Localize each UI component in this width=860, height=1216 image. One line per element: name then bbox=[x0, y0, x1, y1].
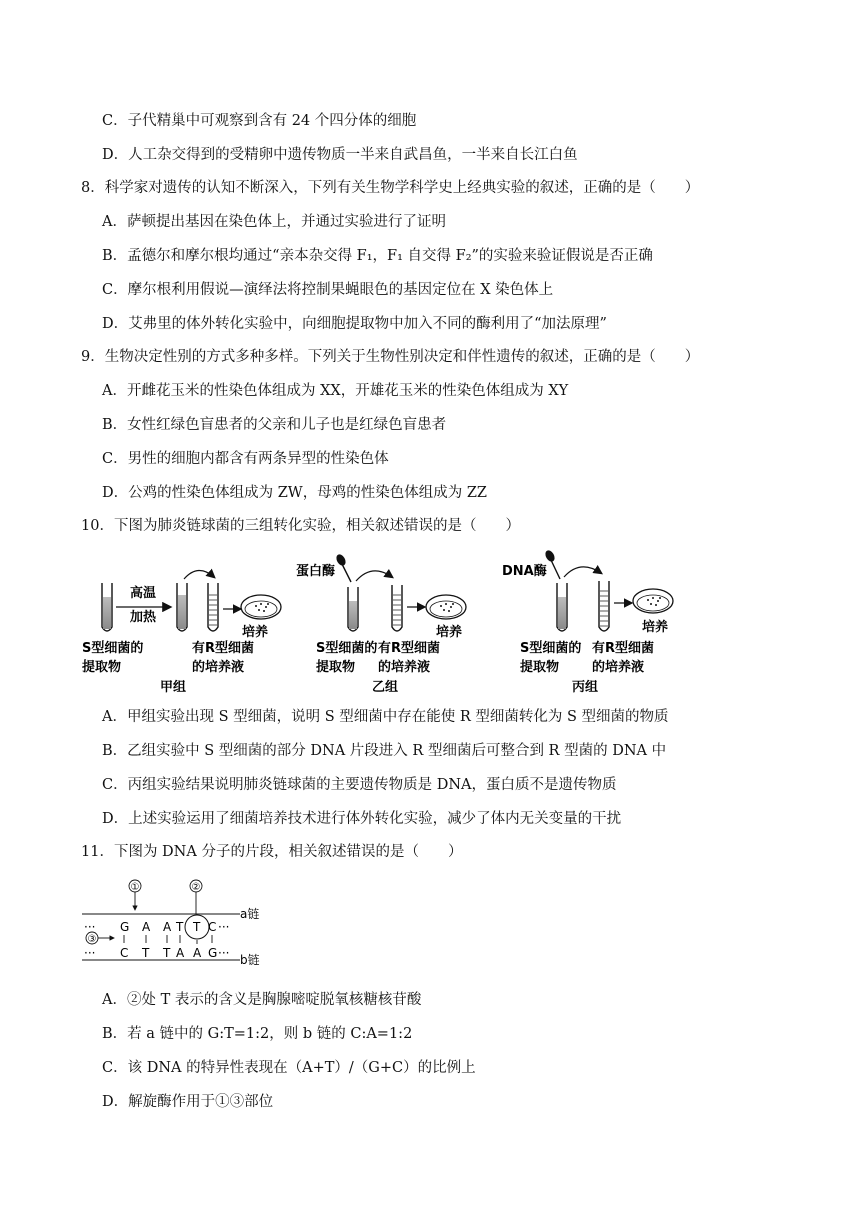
dnase-dropper bbox=[544, 549, 557, 563]
extract-label-a-1: S型细菌的 bbox=[82, 641, 144, 656]
q7-option-d: D．人工杂交得到的受精卵中遗传物质一半来自武昌鱼，一半来自长江白鱼 bbox=[102, 147, 578, 163]
petri-dish-c bbox=[633, 589, 673, 613]
group-c-label: 丙组 bbox=[572, 680, 599, 695]
extract-label-b-2: 提取物 bbox=[316, 660, 356, 675]
dna-fragment-diagram bbox=[82, 876, 282, 970]
marker-2: ② bbox=[191, 882, 201, 893]
top-base-4: T bbox=[176, 920, 184, 934]
protease-label: 蛋白酶 bbox=[296, 564, 336, 579]
q10-stem: 10．下图为肺炎链球菌的三组转化实验，相关叙述错误的是（ ） bbox=[81, 518, 520, 534]
culture-label-c: 培养 bbox=[642, 620, 669, 635]
q11-option-c: C．该 DNA 的特异性表现在（A+T）/（G+C）的比例上 bbox=[102, 1060, 476, 1076]
medium-label-a-1: 有R型细菌 bbox=[192, 641, 255, 656]
marker-3: ③ bbox=[87, 934, 97, 945]
heat-label-1: 高温 bbox=[130, 586, 157, 601]
top-base-2: A bbox=[142, 920, 151, 934]
q10-figure bbox=[80, 547, 690, 697]
extract-label-c-1: S型细菌的 bbox=[520, 641, 582, 656]
bottom-base-5: A bbox=[193, 946, 202, 960]
top-base-5: T bbox=[193, 920, 201, 934]
chain-a-label: a链 bbox=[240, 907, 260, 921]
marker-1: ① bbox=[130, 882, 140, 893]
extract-label-c-2: 提取物 bbox=[520, 660, 560, 675]
q11-stem: 11．下图为 DNA 分子的片段，相关叙述错误的是（ ） bbox=[81, 844, 463, 860]
q9-stem: 9．生物决定性别的方式多种多样。下列关于生物性别决定和伴性遗传的叙述，正确的是（ ） bbox=[81, 349, 700, 365]
group-c-panel bbox=[502, 549, 673, 695]
medium-tube-a bbox=[208, 583, 218, 631]
q8-option-d: D．艾弗里的体外转化实验中，向细胞提取物中加入不同的酶利用了“加法原理” bbox=[102, 316, 607, 332]
base-pair-bonds bbox=[124, 935, 212, 944]
bottom-base-6: G bbox=[208, 946, 218, 960]
q10-option-b: B．乙组实验中 S 型细菌的部分 DNA 片段进入 R 型细菌后可整合到 R 型菌的 DNA 中 bbox=[102, 743, 667, 759]
medium-tube-b bbox=[392, 585, 402, 631]
top-seq-dots-right: ··· bbox=[218, 920, 230, 934]
q9-option-b: B．女性红绿色盲患者的父亲和儿子也是红绿色盲患者 bbox=[102, 417, 447, 433]
protease-dropper bbox=[335, 553, 348, 567]
q8-stem: 8．科学家对遗传的认知不断深入，下列有关生物学科学史上经典实验的叙述，正确的是（ ） bbox=[81, 180, 700, 196]
top-base-3: A bbox=[163, 920, 172, 934]
bottom-base-3: T bbox=[163, 946, 171, 960]
group-b-label: 乙组 bbox=[372, 680, 399, 695]
petri-dish-a bbox=[241, 595, 281, 619]
top-base-1: G bbox=[120, 920, 130, 934]
extract-label-a-2: 提取物 bbox=[82, 660, 122, 675]
medium-label-c-2: 的培养液 bbox=[592, 660, 645, 675]
petri-dish-b bbox=[426, 595, 466, 619]
q11-option-b: B．若 a 链中的 G:T=1:2，则 b 链的 C:A=1:2 bbox=[102, 1026, 413, 1042]
culture-label-a: 培养 bbox=[242, 625, 269, 640]
q8-option-c: C．摩尔根利用假说—演绎法将控制果蝇眼色的基因定位在 X 染色体上 bbox=[102, 282, 554, 298]
bottom-seq-dots-right: ··· bbox=[218, 946, 230, 960]
group-b-panel bbox=[296, 553, 466, 695]
q9-option-a: A．开雌花玉米的性染色体组成为 XX，开雄花玉米的性染色体组成为 XY bbox=[102, 383, 569, 399]
q9-option-d: D．公鸡的性染色体组成为 ZW，母鸡的性染色体组成为 ZZ bbox=[102, 485, 487, 501]
transformation-experiment-diagram bbox=[80, 547, 690, 697]
q11-figure bbox=[82, 876, 282, 970]
top-seq-dots-left: ··· bbox=[84, 920, 96, 934]
q9-option-c: C．男性的细胞内都含有两条异型的性染色体 bbox=[102, 451, 389, 467]
q8-option-b: B．孟德尔和摩尔根均通过“亲本杂交得 F₁，F₁ 自交得 F₂”的实验来验证假说是否正确 bbox=[102, 248, 653, 264]
medium-label-b-1: 有R型细菌 bbox=[378, 641, 441, 656]
q8-option-a: A．萨顿提出基因在染色体上，并通过实验进行了证明 bbox=[102, 214, 446, 230]
medium-label-a-2: 的培养液 bbox=[192, 660, 245, 675]
q10-option-d: D．上述实验运用了细菌培养技术进行体外转化实验，减少了体内无关变量的干扰 bbox=[102, 811, 622, 827]
bottom-base-1: C bbox=[120, 946, 129, 960]
chain-b-label: b链 bbox=[240, 953, 260, 967]
q10-option-a: A．甲组实验出现 S 型细菌，说明 S 型细菌中存在能使 R 型细菌转化为 S 型细菌的物质 bbox=[102, 709, 669, 725]
group-a-label: 甲组 bbox=[160, 680, 187, 695]
group-a-panel bbox=[82, 570, 281, 695]
q11-option-d: D．解旋酶作用于①③部位 bbox=[102, 1094, 274, 1110]
medium-label-c-1: 有R型细菌 bbox=[592, 641, 655, 656]
dnase-label: DNA酶 bbox=[502, 564, 547, 579]
bottom-base-2: T bbox=[142, 946, 150, 960]
q10-option-c: C．丙组实验结果说明肺炎链球菌的主要遗传物质是 DNA，蛋白质不是遗传物质 bbox=[102, 777, 617, 793]
q11-option-a: A．②处 T 表示的含义是胸腺嘧啶脱氧核糖核苷酸 bbox=[102, 992, 422, 1008]
bottom-seq-dots-left: ··· bbox=[84, 946, 96, 960]
medium-label-b-2: 的培养液 bbox=[378, 660, 431, 675]
culture-label-b: 培养 bbox=[436, 625, 463, 640]
top-base-6: C bbox=[208, 920, 217, 934]
heat-label-2: 加热 bbox=[130, 610, 157, 625]
q7-option-c: C．子代精巢中可观察到含有 24 个四分体的细胞 bbox=[102, 113, 417, 129]
bottom-base-4: A bbox=[176, 946, 185, 960]
extract-label-b-1: S型细菌的 bbox=[316, 641, 378, 656]
